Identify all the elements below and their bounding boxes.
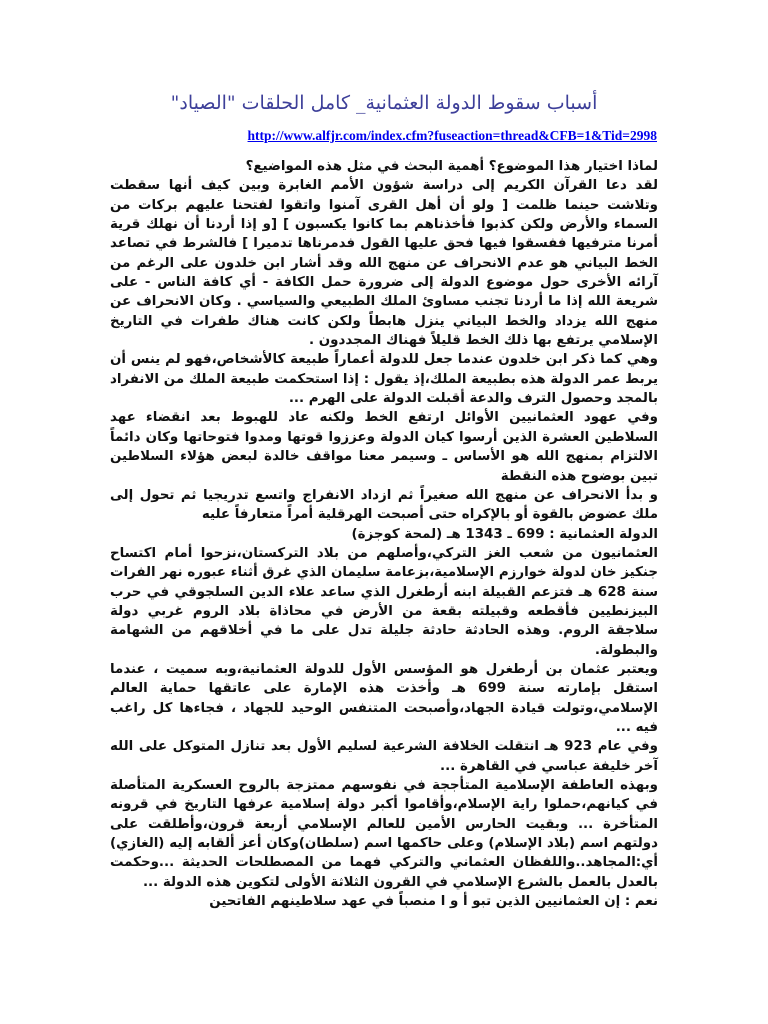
paragraph-deviation: و بدأ الانحراف عن منهج الله صغيراً ثم ازداد الانفراج واتسع تدريجيا ثم تحول إلى ملك عضوض بالقوة أو بالإكراه حتى أصبحت الهرقلية أمراً متعارفاً عليه [110, 487, 658, 523]
section-heading-ottoman-state: الدولة العثمانية : 699 ـ 1343 هـ (لمحة كوجزة) [351, 526, 658, 542]
document-title: أسباب سقوط الدولة العثمانية_ كامل الحلقات "الصياد" [170, 92, 598, 114]
paragraph-intro-question: لماذا اختيار هذا الموضوع؟ أهمية البحث في مثل هذه المواضيع؟ [245, 159, 658, 174]
paragraph-islamic-spirit: وبهذه العاطفة الإسلامية المتأججة في نفوسهم ممتزجة بالروح العسكرية المتأصلة في كيانهم،حملوا راية الإسلام،وأقاموا أكبر دولة إسلامية عرفها التاريخ في قرونه المتأخرة ... وبقيت الحارس الأمين للعالم الإسلامي أربعة قرون،وأطلقت على دولتهم اسم (بلاد الإسلام) وعلى حاكمها اسم (سلطان)وكان أعز ألقابه إليه (الغازي) أي:المجاهد..واللفظان العثماني والتركي فهما من المصطلحات الحديثة ...وحكمت بالعدل بالعمل بالشرع الإسلامي في القرون الثلاثة الأولى لتكوين هذه الدولة ... [110, 778, 658, 890]
paragraph-early-ottomans: وفي عهود العثمانيين الأوائل ارتفع الخط ولكنه عاد للهبوط بعد انقضاء عهد السلاطين العشرة الذين أرسوا كيان الدولة وعززوا قوتها ومدوا فتوحاتها وكان دائماً الالتزام بمنهج الله هو الأساس ـ وسيمر معنا مواقف خالدة لبعض هؤلاء السلاطين تبين بوضوح هذه النقطة [110, 410, 658, 484]
paragraph-osman: ويعتبر عثمان بن أرطغرل هو المؤسس الأول للدولة العثمانية،وبه سميت ، عندما استقل بإمارته سنة 699 هـ وأخذت هذه الإمارة على عاتقها حماية العالم الإسلامي،وتولت قيادة الجهاد،وأصبحت المتنفس الوحيد للجهاد ، فجاءها كل راغب فيه ... [110, 661, 658, 735]
paragraph-closing: نعم : إن العثمانيين الذين تبو أ و ا منصباً في عهد سلاطينهم الفاتحين [209, 894, 658, 910]
paragraph-ibn-khaldun: وهي كما ذكر ابن خلدون عندما جعل للدولة أعماراً طبيعة كالأشخاص،فهو لم ينس أن يربط عمر الدولة هذه بطبيعة الملك،إذ يقول : إذا استحكمت طبيعة الملك من الانفراد بالمجد وحصول الترف والدعة أقبلت الدولة على الهرم ... [110, 352, 658, 407]
source-link[interactable]: http://www.alfjr.com/index.cfm?fuseaction=thread&CFB=1&Tid=2998 [247, 128, 657, 143]
article-body [110, 157, 658, 911]
paragraph-origins: العثمانيون من شعب الغز التركي،وأصلهم من بلاد التركستان،نزحوا أمام اكتساح جنكيز خان لدولة خوارزم الإسلامية،بزعامة سليمان الذي غرق أثناء عبوره نهر الفرات سنة 628 هـ فتزعم القبيلة ابنه أرطغرل الذي ساعد علاء الدين السلجوقي في حرب البيزنطيين فأقطعه وقبيلته بقعة من الأرض في محاذاة بلاد الروم غربي دولة سلاجقة الروم. وهذه الحادثة حادثة جليلة تدل على ما في أخلاقهم من الشهامة والبطولة. [110, 545, 658, 658]
paragraph-caliphate: وفي عام 923 هـ انتقلت الخلافة الشرعية لسليم الأول بعد تنازل المتوكل على الله آخر خليفة عباسي في القاهرة ... [110, 739, 659, 774]
paragraph-quran-nations: لقد دعا القرآن الكريم إلى دراسة شؤون الأمم الغابرة وبين كيف أنها سقطت وتلاشت حينما ظلمت [ ولو أن أهل القرى آمنوا واتقوا لفتحنا عليهم بركات من السماء والأرض ولكن كذبوا فأخذناهم بما كانوا يكسبون ] [و إذا أردنا أن نهلك قرية أمرنا مترفيها ففسقوا فيها فحق عليها القول فدمرناها تدميرا ] فالشرط في تصاعد الخط البياني هو عدم الانحراف عن منهج الله وقد أشار ابن خلدون على الرغم من آرائه الأخرى حول موضوع الدولة إلى ضرورة حمل الكافة - أي كافة الناس - على شريعة الله إذا ما أردنا تجنب مساوئ الملك الطبيعي والسياسي . وكان الانحراف عن منهج الله يزداد والخط البياني ينزل هابطاً ولكن كانت هناك طفرات في التاريخ الإسلامي يرتفع بها ذلك الخط قليلاً فهناك المجددون . [110, 178, 658, 349]
